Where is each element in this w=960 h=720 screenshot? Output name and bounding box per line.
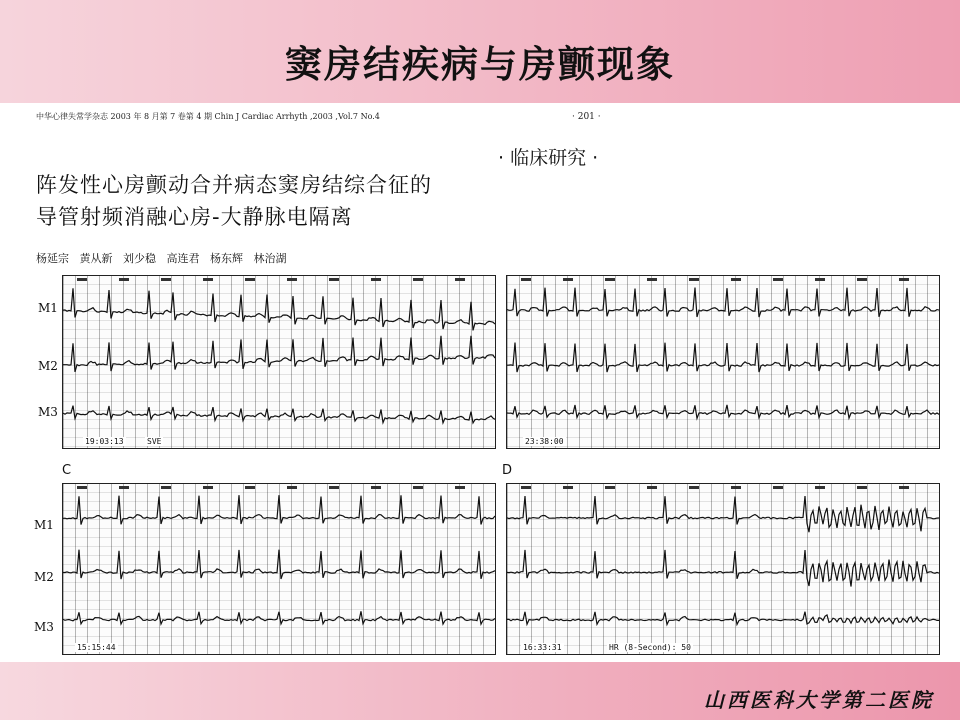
ecg-beat-marker [203, 278, 213, 281]
ecg-beat-marker [521, 278, 531, 281]
ecg-beat-marker [605, 486, 615, 489]
ecg-traces-c [63, 484, 495, 654]
ecg-traces-d [507, 484, 939, 654]
ecg-beat-marker [245, 278, 255, 281]
timestamp-b: 23:38:00 [525, 437, 564, 446]
ecg-beat-marker [899, 486, 909, 489]
ecg-beat-marker [77, 278, 87, 281]
ecg-trace-lead-2 [507, 343, 939, 373]
section-label: · 临床研究 · [498, 147, 599, 169]
ecg-beat-marker [77, 486, 87, 489]
ecg-beat-marker [413, 486, 423, 489]
ecg-beat-marker [647, 486, 657, 489]
footer-institution: 山西医科大学第二医院 [704, 688, 934, 712]
ecg-beat-marker [203, 486, 213, 489]
ecg-trace-lead-3 [63, 406, 495, 423]
annotation-a: SVE [147, 437, 162, 446]
ecg-panel-c [62, 483, 496, 655]
page-number: · 201 · [572, 112, 601, 122]
ecg-beat-marker [689, 278, 699, 281]
ecg-beat-marker [329, 486, 339, 489]
ecg-beat-marker [899, 278, 909, 281]
ecg-beat-marker [413, 278, 423, 281]
lead-label-m1-top: M1 [38, 301, 58, 315]
lead-label-m3-bottom: M3 [34, 620, 54, 634]
ecg-beat-marker [119, 486, 129, 489]
ecg-beat-marker [605, 278, 615, 281]
panel-label-c: C [62, 463, 72, 478]
timestamp-d: 16:33:31 [523, 643, 562, 652]
ecg-beat-marker [857, 486, 867, 489]
ecg-trace-lead-2 [507, 550, 939, 587]
ecg-trace-lead-3 [507, 612, 939, 625]
article-title-line1: 阵发性心房颤动合并病态窦房结综合征的 [36, 173, 432, 197]
ecg-trace-lead-1 [507, 496, 939, 532]
ecg-beat-marker [455, 486, 465, 489]
ecg-beat-marker [773, 278, 783, 281]
ecg-trace-lead-1 [63, 288, 495, 330]
ecg-beat-marker [371, 486, 381, 489]
ecg-panel-b [506, 275, 940, 449]
ecg-trace-lead-1 [63, 495, 495, 524]
ecg-trace-lead-3 [507, 405, 939, 419]
timestamp-a: 19:03:13 [85, 437, 124, 446]
slide-title: 窦房结疾病与房颤现象 [285, 42, 675, 86]
ecg-traces-a [63, 276, 495, 448]
ecg-beat-marker [287, 486, 297, 489]
article-title-line2: 导管射频消融心房-大静脉电隔离 [36, 205, 353, 229]
ecg-panel-a [62, 275, 496, 449]
lead-label-m2-top: M2 [38, 359, 58, 373]
ecg-beat-marker [731, 486, 741, 489]
lead-label-m3-top: M3 [38, 405, 58, 419]
ecg-beat-marker [521, 486, 531, 489]
ecg-beat-marker [689, 486, 699, 489]
ecg-beat-marker [563, 278, 573, 281]
ecg-beat-marker [455, 278, 465, 281]
ecg-beat-marker [287, 278, 297, 281]
ecg-beat-marker [731, 278, 741, 281]
ecg-beat-marker [119, 278, 129, 281]
timestamp-c: 15:15:44 [77, 643, 116, 652]
ecg-trace-lead-2 [63, 550, 495, 579]
ecg-panel-d [506, 483, 940, 655]
ecg-beat-marker [161, 278, 171, 281]
ecg-beat-marker [563, 486, 573, 489]
lead-label-m2-bottom: M2 [34, 570, 54, 584]
ecg-beat-marker [329, 278, 339, 281]
ecg-traces-b [507, 276, 939, 448]
ecg-beat-marker [245, 486, 255, 489]
ecg-beat-marker [857, 278, 867, 281]
ecg-beat-marker [647, 278, 657, 281]
ecg-trace-lead-2 [63, 336, 495, 372]
authors: 杨延宗 黄从新 刘少稳 高连君 杨东辉 林治湖 [36, 252, 287, 265]
annotation-d: HR (8-Second): 50 [609, 643, 691, 652]
lead-label-m1-bottom: M1 [34, 518, 54, 532]
journal-header: 中华心律失常学杂志 2003 年 8 月第 7 卷第 4 期 Chin J Cardiac Arrhyth ,2003 ,Vol.7 No.4 [36, 112, 380, 121]
ecg-trace-lead-1 [507, 288, 939, 318]
ecg-beat-marker [815, 278, 825, 281]
ecg-beat-marker [815, 486, 825, 489]
article-figure [0, 103, 960, 662]
ecg-beat-marker [161, 486, 171, 489]
ecg-trace-lead-3 [63, 611, 495, 624]
ecg-beat-marker [773, 486, 783, 489]
ecg-beat-marker [371, 278, 381, 281]
panel-label-d: D [502, 463, 513, 478]
